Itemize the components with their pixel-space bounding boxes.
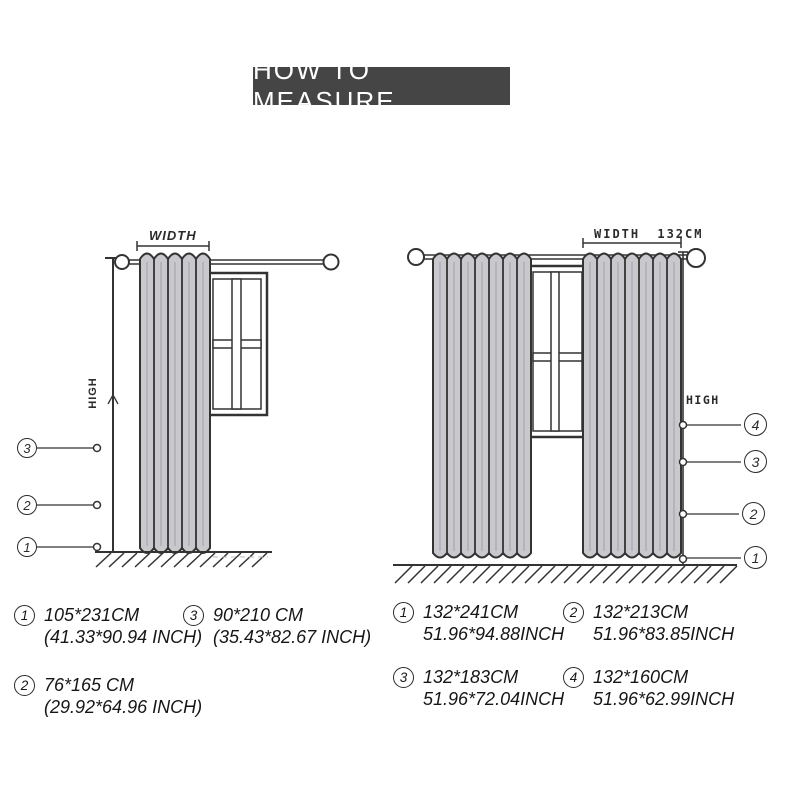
size-inch: (41.33*90.94 INCH) bbox=[44, 627, 203, 647]
size-cm: 90*210 CM bbox=[213, 605, 304, 625]
right-marker-2: 2 bbox=[742, 502, 765, 525]
size-cm: 132*183CM bbox=[423, 667, 519, 687]
size-cm: 76*165 CM bbox=[44, 675, 135, 695]
size-inch: (29.92*64.96 INCH) bbox=[44, 697, 203, 717]
right-size-3 bbox=[393, 666, 564, 710]
left-window bbox=[207, 273, 267, 415]
size-inch: (35.43*82.67 INCH) bbox=[213, 627, 372, 647]
left-marker-1: 1 bbox=[17, 537, 37, 557]
size-inch: 51.96*72.04INCH bbox=[423, 689, 565, 709]
right-size-1 bbox=[393, 601, 564, 645]
size-inch: 51.96*62.99INCH bbox=[593, 689, 735, 709]
left-size-3 bbox=[183, 604, 371, 648]
right-marker-4: 4 bbox=[744, 413, 767, 436]
size-number-badge: 4 bbox=[563, 667, 584, 688]
size-number-badge: 3 bbox=[183, 605, 204, 626]
right-marker-1: 1 bbox=[744, 546, 767, 569]
right-floor bbox=[393, 565, 737, 583]
right-width-label: WIDTH 132CM bbox=[594, 227, 704, 241]
right-marker-leaders bbox=[680, 422, 742, 563]
size-number-badge: 2 bbox=[563, 602, 584, 623]
left-rod-finial-right bbox=[324, 255, 339, 270]
left-floor bbox=[95, 552, 272, 567]
left-size-1 bbox=[14, 604, 202, 648]
left-marker-3: 3 bbox=[17, 438, 37, 458]
right-rod-finial-left bbox=[408, 249, 424, 265]
size-inch: 51.96*83.85INCH bbox=[593, 624, 735, 644]
right-curtain-panel-right bbox=[583, 254, 681, 558]
size-cm: 132*213CM bbox=[593, 602, 689, 622]
size-number-badge: 1 bbox=[393, 602, 414, 623]
right-window bbox=[527, 266, 588, 437]
size-cm: 132*241CM bbox=[423, 602, 519, 622]
page-title: HOW TO MEASURE bbox=[253, 67, 510, 105]
right-size-2 bbox=[563, 601, 734, 645]
left-rod-finial-left bbox=[115, 255, 129, 269]
left-height-measure-line bbox=[105, 258, 121, 552]
right-curtain-panel-left bbox=[433, 254, 531, 558]
size-cm: 132*160CM bbox=[593, 667, 689, 687]
left-high-label: HIGH bbox=[87, 377, 99, 409]
left-marker-2: 2 bbox=[17, 495, 37, 515]
size-inch: 51.96*94.88INCH bbox=[423, 624, 565, 644]
size-number-badge: 2 bbox=[14, 675, 35, 696]
right-diagram bbox=[393, 238, 741, 583]
left-marker-leaders bbox=[37, 445, 101, 551]
right-size-4 bbox=[563, 666, 734, 710]
right-high-label: HIGH bbox=[686, 393, 720, 407]
right-rod-finial-right bbox=[687, 249, 705, 267]
left-size-2 bbox=[14, 674, 202, 718]
left-width-label: WIDTH bbox=[149, 228, 197, 243]
size-number-badge: 3 bbox=[393, 667, 414, 688]
left-diagram bbox=[37, 241, 339, 567]
size-cm: 105*231CM bbox=[44, 605, 140, 625]
size-number-badge: 1 bbox=[14, 605, 35, 626]
right-marker-3: 3 bbox=[744, 450, 767, 473]
left-curtain-panel bbox=[140, 254, 210, 554]
